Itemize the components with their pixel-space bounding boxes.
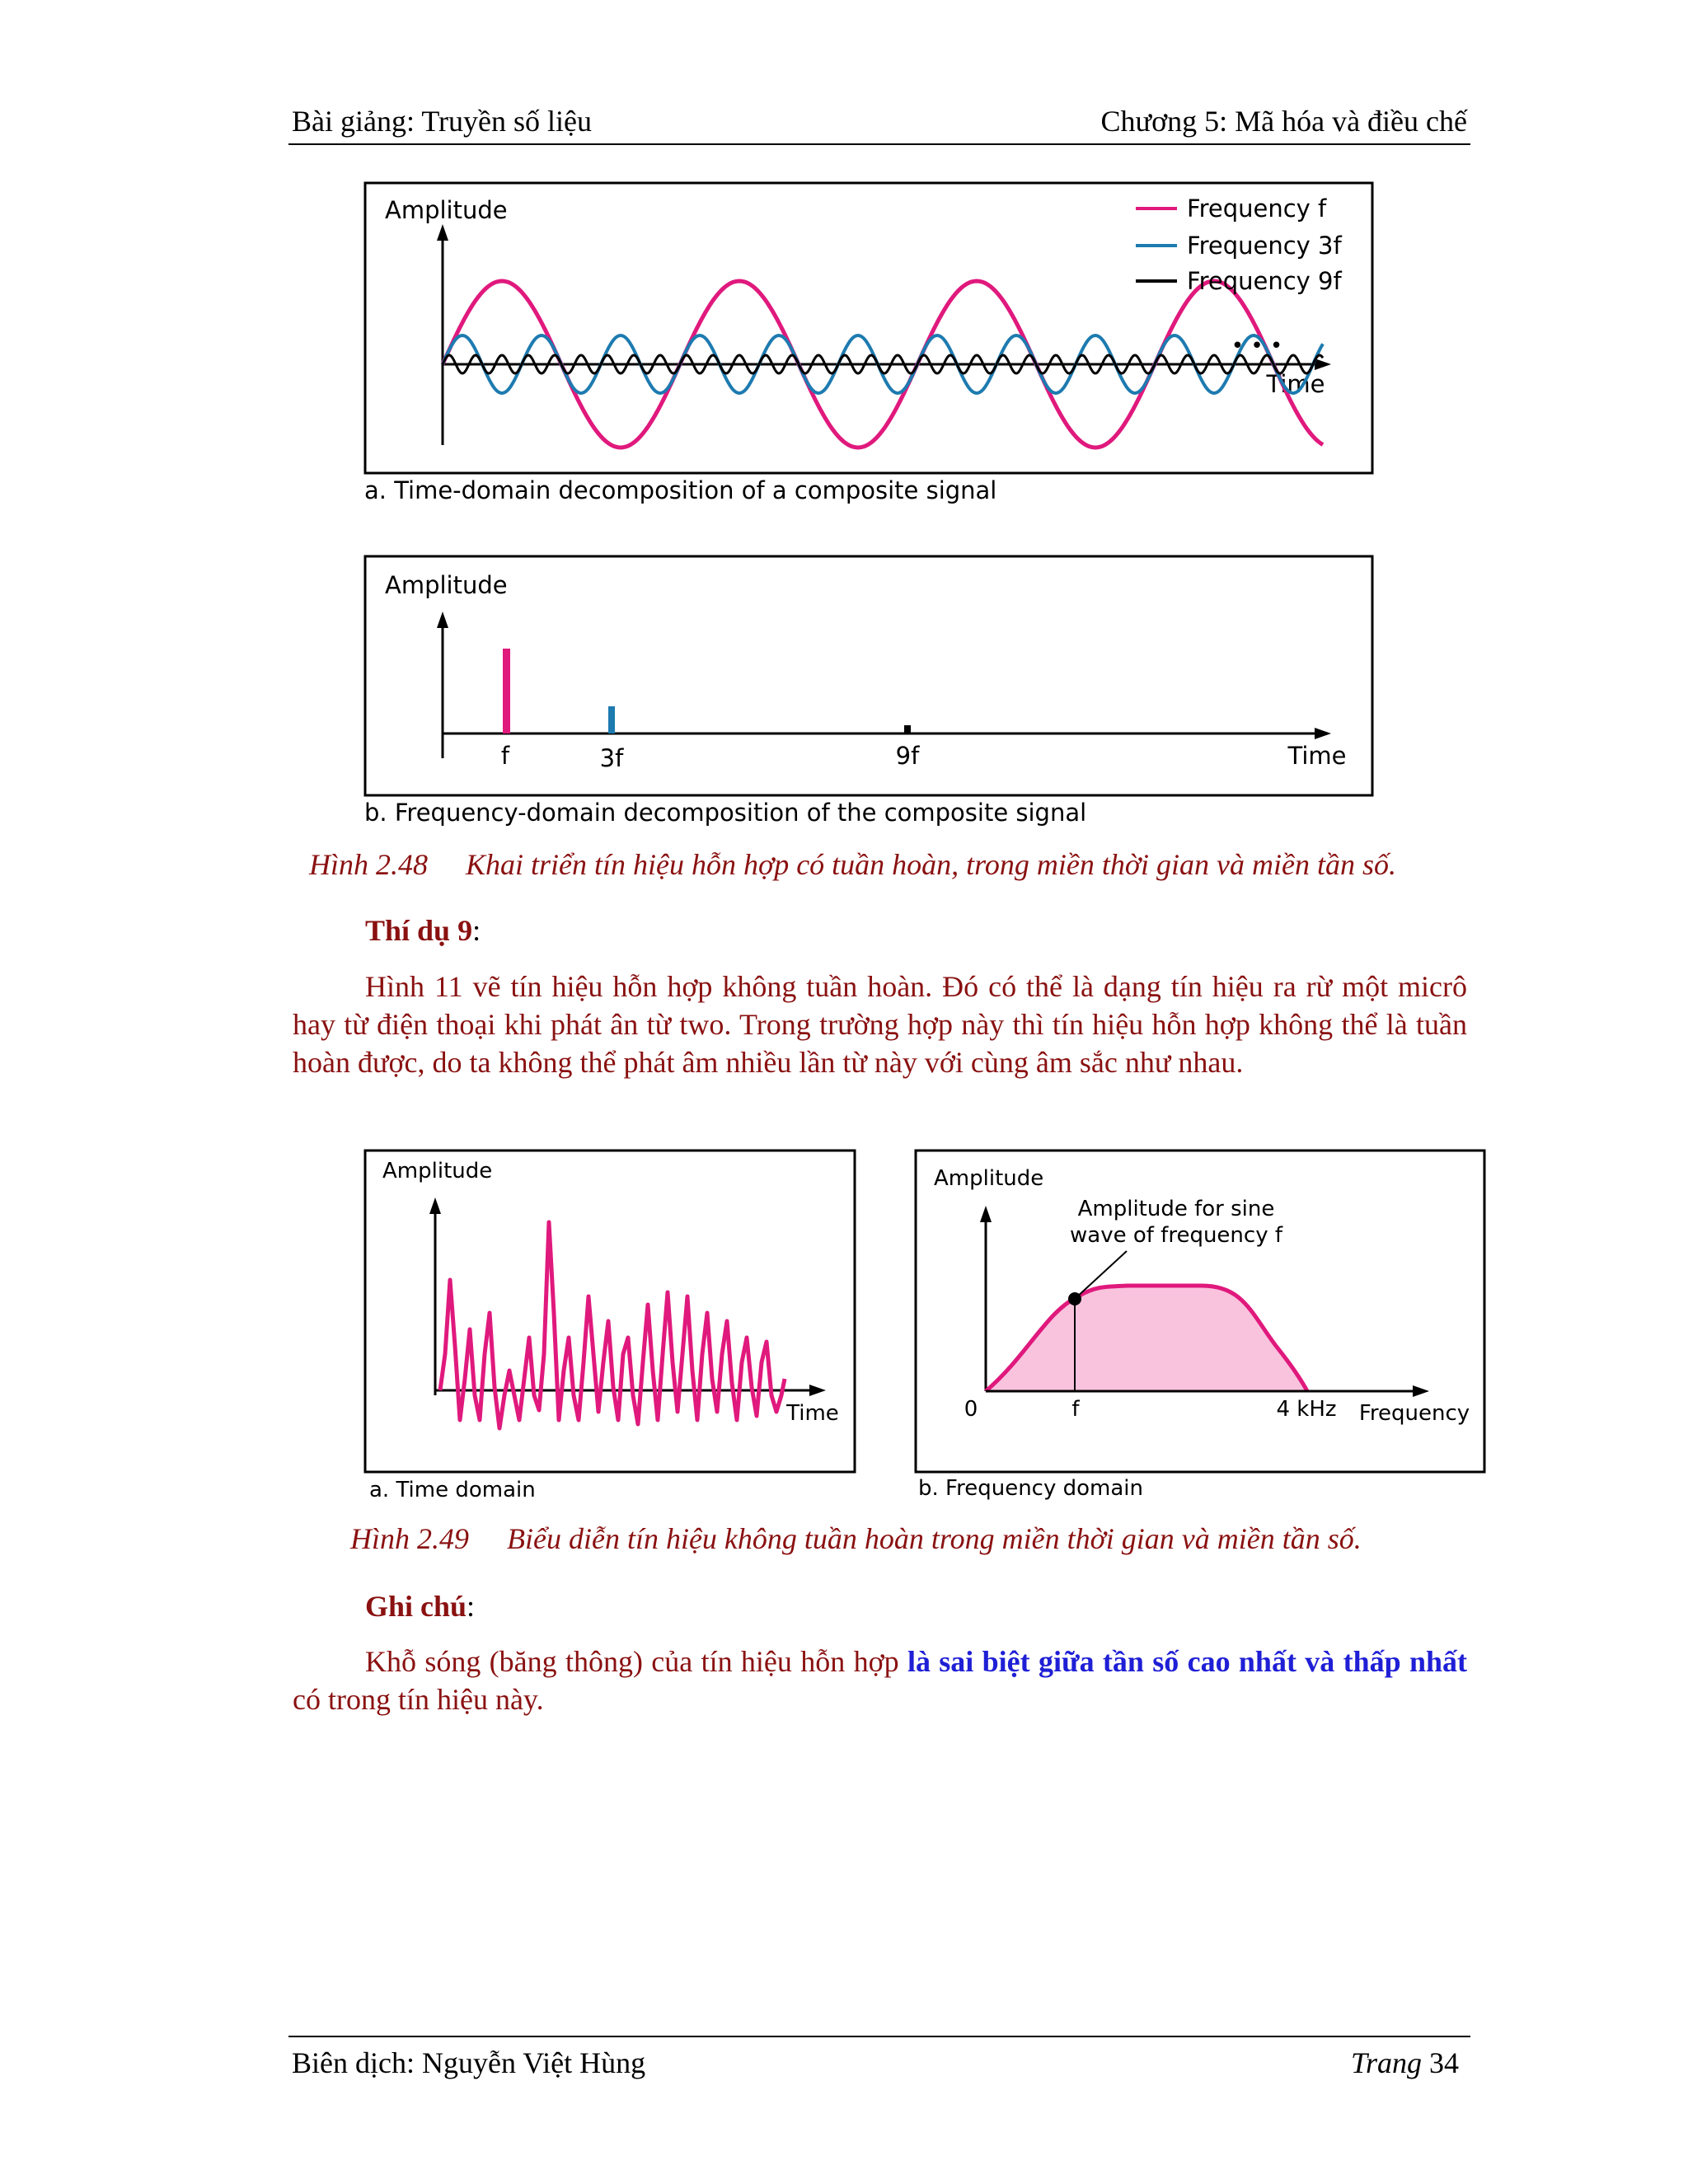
- page-header: [288, 101, 1470, 145]
- figure-2-48-panel-b: [363, 554, 1376, 834]
- figure-2-48-caption: [309, 847, 1396, 882]
- tick-label-f: f: [500, 742, 510, 770]
- page-number: 34: [1429, 2046, 1459, 2079]
- tick-label-9f: 9f: [895, 742, 920, 770]
- note-heading: [365, 1589, 475, 1624]
- panel-a-caption: a. Time-domain decomposition of a composite signal: [364, 476, 997, 504]
- time-domain-caption: a. Time domain: [369, 1478, 536, 1502]
- spectrum-bar-3f: [608, 706, 615, 733]
- panel-a-x-arrow: [1315, 359, 1331, 370]
- example-heading-colon: :: [472, 914, 481, 947]
- lecture-title: Bài giảng: Truyền số liệu: [292, 105, 593, 138]
- time-domain-x-arrow: [809, 1385, 826, 1396]
- panel-a-x-label: Time: [1266, 370, 1325, 398]
- legend-label-f: Frequency f: [1187, 194, 1327, 223]
- aperiodic-signal-waveform: [440, 1222, 785, 1428]
- freq-domain-caption: b. Frequency domain: [918, 1476, 1143, 1501]
- figure-2-49-caption: [350, 1521, 1362, 1556]
- example-heading: [365, 913, 481, 948]
- figure-2-48-number: Hình 2.48: [309, 848, 428, 881]
- freq-domain-y-arrow: [980, 1206, 992, 1222]
- figure-2-49-panel-a: [363, 1148, 857, 1507]
- figure-2-49-number: Hình 2.49: [350, 1522, 469, 1555]
- spectrum-bar-9f: [904, 725, 911, 733]
- panel-b-x-arrow: [1315, 728, 1331, 739]
- freq-domain-y-label: Amplitude: [934, 1166, 1044, 1191]
- spectrum-bar-f: [503, 649, 510, 733]
- panel-b-caption: b. Frequency-domain decomposition of the composite signal: [364, 799, 1087, 827]
- figure-2-49-text: Biểu diễn tín hiệu không tuần hoàn trong miền thời gian và miền tần số.: [507, 1522, 1362, 1555]
- translator-credit: Biên dịch: Nguyễn Việt Hùng: [292, 2046, 646, 2079]
- example-paragraph-text: Hình 11 vẽ tín hiệu hỗn hợp không tuần hoàn. Đó có thể là dạng tín hiệu ra rừ một micrô hay từ điện thoại khi phát ân từ two. Trong trường hợp này thì tín hiệu hỗn hợp không thể là tuần hoàn được, do ta không thể phát âm nhiều lần từ này với cùng âm sắc như nhau.: [293, 970, 1467, 1079]
- panel-b-x-label: Time: [1287, 742, 1347, 770]
- note-heading-colon: :: [467, 1590, 476, 1623]
- panel-b-frame: [365, 556, 1372, 795]
- figure-2-49-panel-b: [913, 1148, 1487, 1507]
- legend-label-9f: Frequency 9f: [1187, 267, 1342, 295]
- page-footer: [288, 2036, 1470, 2079]
- page-label: Trang: [1350, 2046, 1422, 2079]
- panel-a-y-arrow: [437, 224, 448, 241]
- tick-label-3f: 3f: [599, 744, 624, 772]
- time-domain-y-arrow: [429, 1197, 441, 1214]
- note-text-before: Khỗ sóng (băng thông) của tín hiệu hỗn hợp: [365, 1645, 907, 1678]
- example-heading-text: Thí dụ 9: [365, 914, 473, 947]
- note-text-after: có trong tín hiệu này.: [293, 1683, 544, 1716]
- panel-a-y-label: Amplitude: [385, 196, 508, 224]
- panel-b-y-label: Amplitude: [385, 571, 508, 599]
- panel-a-ellipsis: • • •: [1231, 334, 1283, 359]
- time-domain-x-label: Time: [786, 1401, 839, 1426]
- note-heading-text: Ghi chú: [365, 1590, 467, 1623]
- note-text-bold: là sai biệt giữa tần số cao nhất và thấp nhất: [907, 1645, 1467, 1678]
- panel-b-y-arrow: [437, 612, 448, 628]
- example-paragraph: [293, 968, 1467, 1081]
- freq-domain-x-arrow: [1413, 1385, 1429, 1397]
- panel-a-frame: [365, 183, 1372, 473]
- legend-label-3f: Frequency 3f: [1187, 232, 1342, 260]
- time-domain-frame: [365, 1151, 855, 1472]
- freq-domain-x-label: Frequency: [1358, 1401, 1470, 1426]
- page-indicator: [1351, 2046, 1459, 2080]
- annotation-line-1: Amplitude for sine: [1077, 1197, 1275, 1221]
- figure-2-48-panel-a: [363, 181, 1376, 511]
- note-paragraph: [293, 1643, 1467, 1718]
- panel-a-legend: [1136, 194, 1342, 295]
- chapter-title: Chương 5: Mã hóa và điều chế: [1100, 105, 1467, 138]
- freq-tick-zero: 0: [964, 1397, 978, 1422]
- freq-tick-f: f: [1071, 1397, 1080, 1422]
- freq-tick-4khz: 4 kHz: [1276, 1397, 1337, 1422]
- time-domain-y-label: Amplitude: [382, 1159, 493, 1183]
- annotation-line-2: wave of frequency f: [1070, 1223, 1282, 1248]
- figure-2-48-text: Khai triển tín hiệu hỗn hợp có tuần hoàn, trong miền thời gian và miền tần số.: [466, 848, 1397, 881]
